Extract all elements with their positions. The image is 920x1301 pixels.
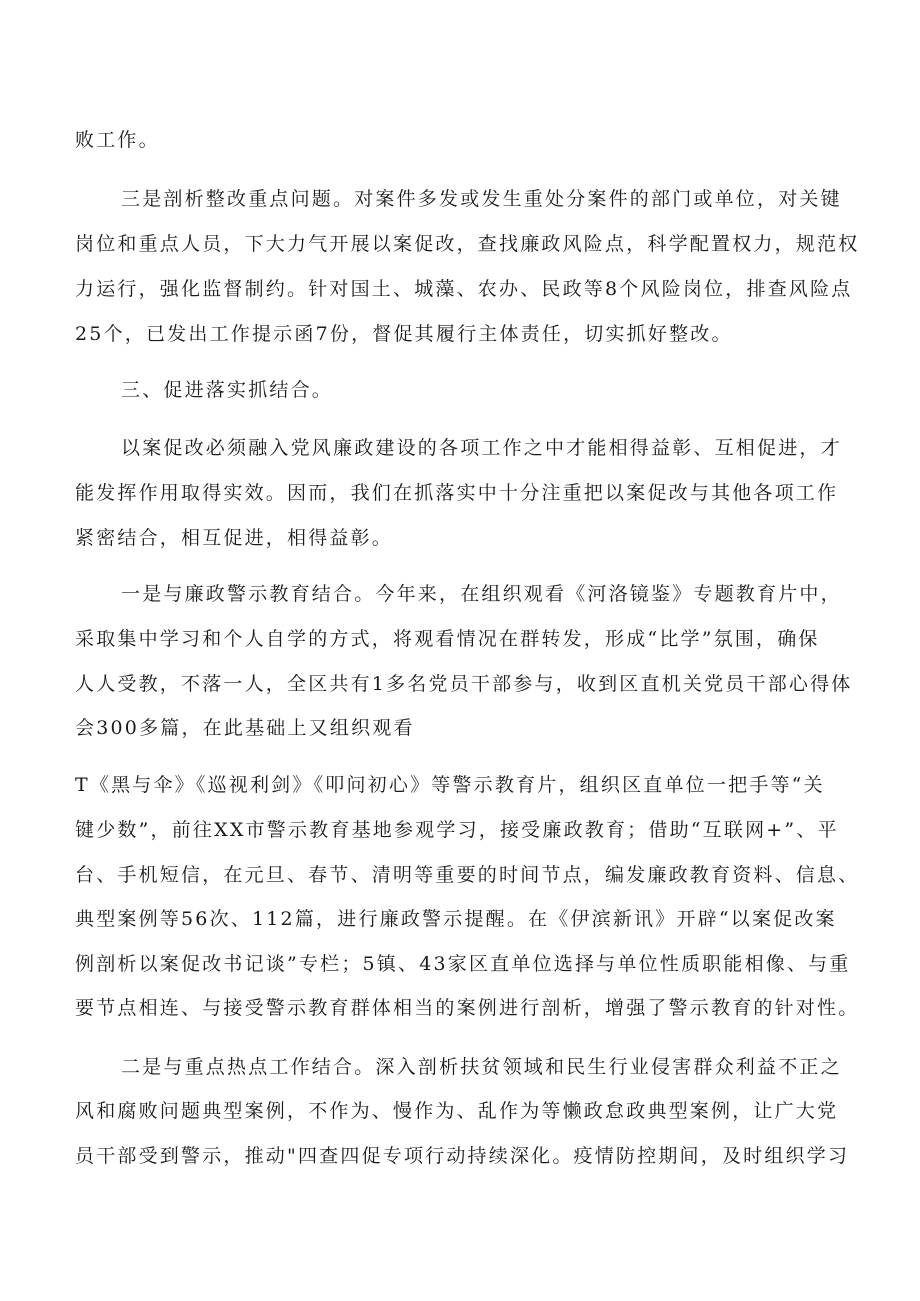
text-line: T《黑与伞》《巡视利剑》《叩问初心》等警示教育片，组织区直单位一把手等“关 bbox=[75, 774, 825, 796]
paragraph-first-line: 以案促改必须融入党风廉政建设的各项工作之中才能相得益彰、互相促进，才 bbox=[121, 437, 842, 459]
text-line: 会300多篇，在此基础上又组织观看 bbox=[75, 717, 415, 739]
text-line: 台、手机短信，在元旦、春节、清明等重要的时间节点，编发廉政教育资料、信息、 bbox=[75, 864, 860, 886]
paragraph-first-line: 一是与廉政警示教育结合。今年来，在组织观看《河洛镜鉴》专题教育片中， bbox=[121, 583, 842, 605]
text-line: 员干部受到警示，推动"四查四促专项行动持续深化。疫情防控期间，及时组织学习 bbox=[75, 1145, 850, 1167]
text-line: 力运行，强化监督制约。针对国土、城藻、农办、民政等8个风险岗位，排查风险点 bbox=[75, 278, 853, 300]
text-line: 紧密结合，相互促进，相得益彰。 bbox=[75, 527, 394, 549]
text-line: 键少数”，前往XX市警示教育基地参观学习，接受廉政教育；借助“互联网+”、平 bbox=[75, 819, 839, 841]
text-line: 要节点相连、与接受警示教育群体相当的案例进行剖析，增强了警示教育的针对性。 bbox=[75, 997, 860, 1019]
text-line: 岗位和重点人员，下大力气开展以案促改，查找廉政风险点，科学配置权力，规范权 bbox=[75, 233, 860, 255]
text-line: 能发挥作用取得实效。因而，我们在抓落实中十分注重把以案促改与其他各项工作 bbox=[75, 482, 839, 504]
section-heading: 三、促进落实抓结合。 bbox=[121, 379, 334, 401]
text-line: 风和腐败问题典型案例，不作为、慢作为、乱作为等懒政怠政典型案例，让广大党 bbox=[75, 1100, 839, 1122]
text-line: 典型案例等56次、112篇，进行廉政警示提醒。在《伊滨新讯》开辟“以案促改案 bbox=[75, 908, 837, 930]
text-line: 败工作。 bbox=[75, 129, 160, 151]
paragraph-first-line: 三是剖析整改重点问题。对案件多发或发生重处分案件的部门或单位，对关键 bbox=[121, 188, 842, 210]
text-line: 25个，已发出工作提示函7份，督促其履行主体责任，切实抓好整改。 bbox=[75, 323, 733, 345]
text-line: 人人受教，不落一人，全区共有1多名党员干部参与，收到区直机关党员干部心得体 bbox=[75, 673, 853, 695]
paragraph-first-line: 二是与重点热点工作结合。深入剖析扶贫领域和民生行业侵害群众利益不正之 bbox=[121, 1056, 842, 1078]
text-line: 采取集中学习和个人自学的方式，将观看情况在群转发，形成“比学”氛围，确保 bbox=[75, 628, 820, 650]
text-line: 例剖析以案促改书记谈”专栏；5镇、43家区直单位选择与单位性质职能相像、与重 bbox=[75, 953, 851, 975]
